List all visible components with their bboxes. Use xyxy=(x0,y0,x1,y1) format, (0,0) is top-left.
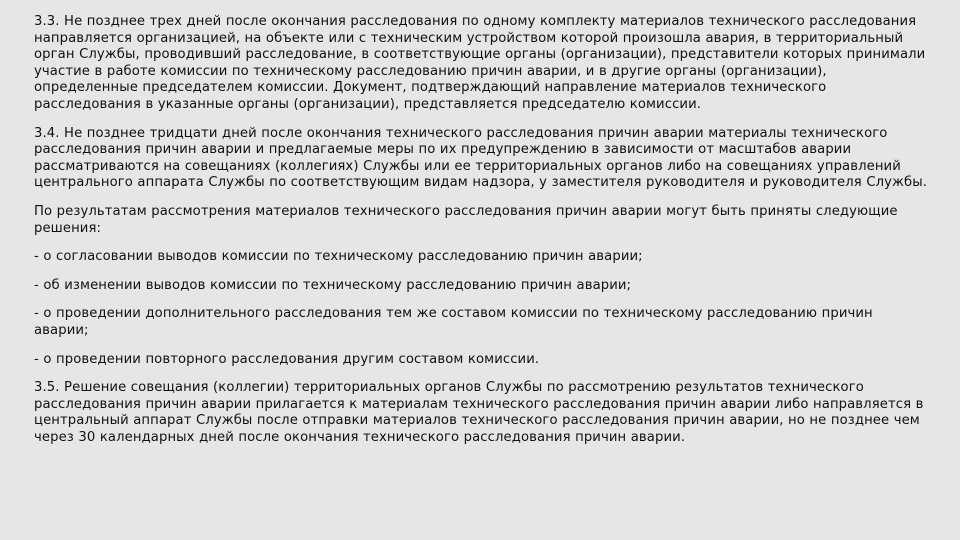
decision-item-change: - об изменении выводов комиссии по техническому расследованию причин аварии; xyxy=(34,277,632,293)
decision-item-repeat: - о проведении повторного расследования другим составом комиссии. xyxy=(34,351,540,367)
decision-item-additional: - о проведении дополнительного расследования тем же составом комиссии по техническому расследованию причин аварии; xyxy=(34,306,873,338)
decision-item-approve: - о согласовании выводов комиссии по техническому расследованию причин аварии; xyxy=(34,249,643,265)
paragraph-3-5: 3.5. Решение совещания (коллегии) территориальных органов Службы по рассмотрению результатов технического расследования причин аварии прилагается к материалам технического расследования причин аварии либо направляется в центральный аппарат Службы после отправки материалов технического расследования причин аварии, но не позднее чем через 30 календарных дней после окончания технического расследования причин аварии. xyxy=(34,380,924,445)
paragraph-3-4: 3.4. Не позднее тридцати дней после окончания технического расследования причин аварии материалы технического расследования причин аварии и предлагаемые меры по их предупреждению в зависимости от масштабов аварии рассматриваются на совещаниях (коллегиях) Службы или ее территориальных органов либо на совещаниях управлений центрального аппарата Службы по соответствующим видам надзора, у заместителя руководителя и руководителя Службы. xyxy=(34,125,928,191)
paragraph-decisions-intro: По результатам рассмотрения материалов технического расследования причин аварии могут быть приняты следующие решения: xyxy=(34,203,898,236)
paragraph-3-3: 3.3. Не позднее трех дней после окончания расследования по одному комплекту материалов технического расследования направляется организацией, на объекте или с техническим устройством которой произошла авария, в территориальный орган Службы, проводивший расследование, в соответствующие органы (организации), представители которых принимали участие в работе комиссии по техническому расследованию причин аварии, и в другие органы (организации), определенные председателем комиссии. Документ, подтверждающий направление материалов технического расследования в указанные органы (организации), представляется председателю комиссии. xyxy=(34,14,926,112)
